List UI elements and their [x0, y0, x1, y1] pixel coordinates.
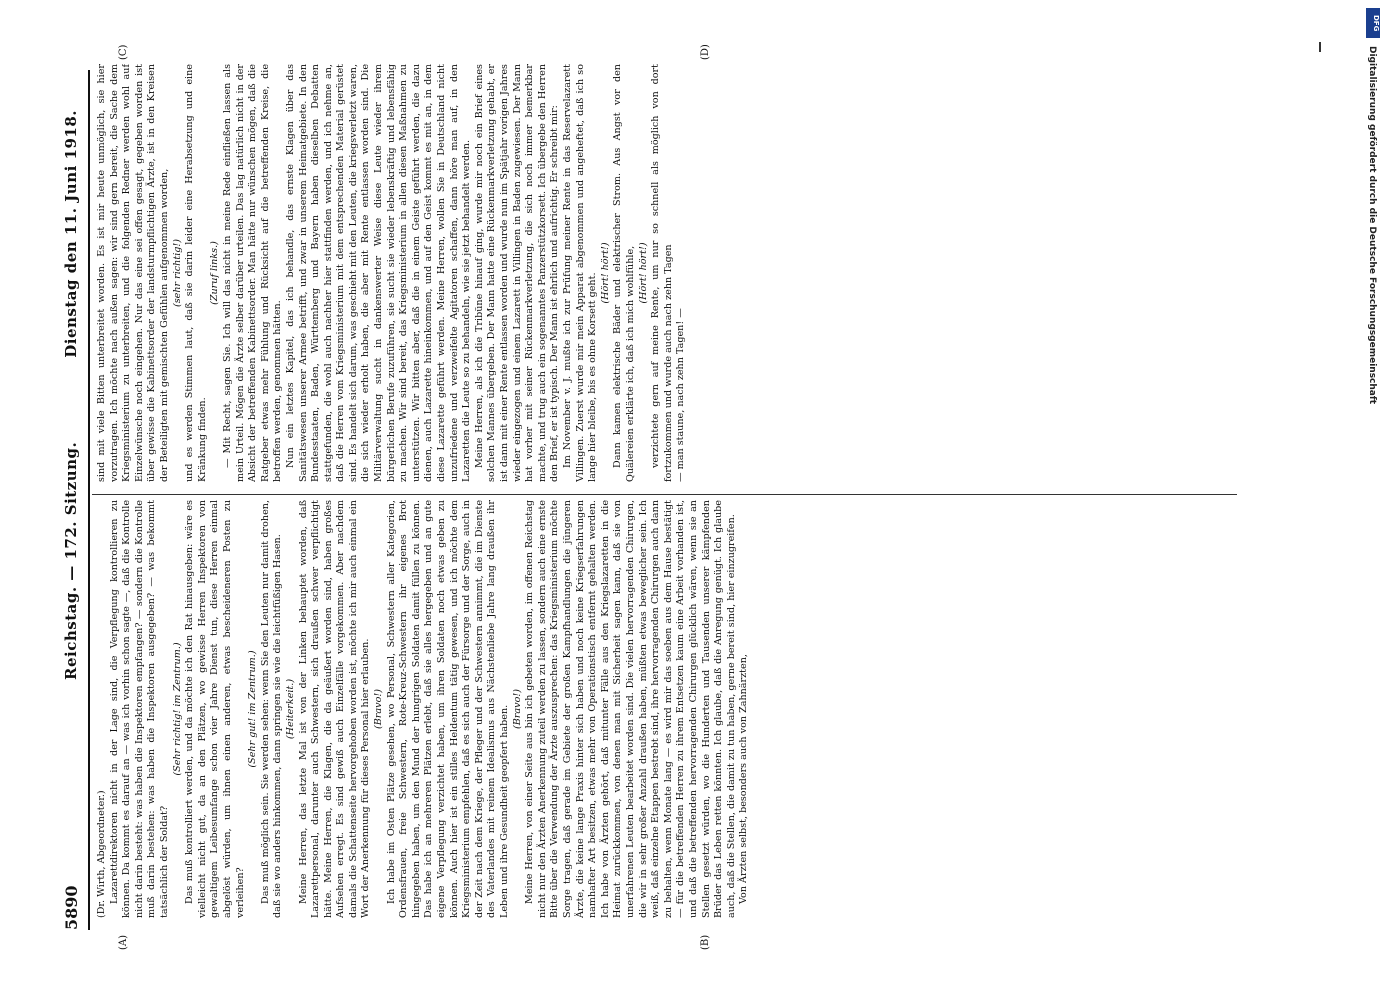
speaker-label: (Dr. Wirth, Abgeordneter.): [96, 790, 107, 918]
paragraph: Meine Herren, das letzte Mal ist von der Linken behauptet worden, daß Lazarettpersonal, darunter auch Schwestern, sich draußen schwer verpflichtigt hätte. Meine Herren, die Klagen, die da geäußert worden sind, haben großes Aufsehen erregt. Es sind gewiß auch Einzelfälle vorgekommen. Aber nachdem damals die Schattenseite hervorgehoben worden ist, möchte ich mir auch einmal ein Wort der Anerkennung für dieses Personal hier erlauben.: [297, 500, 372, 918]
page-number: 5890: [62, 885, 81, 930]
paragraph: und es werden Stimmen laut, daß sie darin leider eine Herabsetzung und eine Kränkung finden.: [184, 64, 208, 482]
paragraph: Ich habe im Osten Plätze gesehen, wo Personal, Schwestern aller Kategorien, Ordensfrauen, freie Schwestern, Rote-Kreuz-Schwestern ihr eigenes Brot hingegeben haben, um den Mund der hungrigen Soldaten damit füllen zu können. Das habe ich an mehreren Plätzen erlebt, daß sie alles hergegeben und an gute eigene Verpflegung verzichtet haben, um ihren Soldaten noch etwas geben zu können. Auch hier ist ein stilles Heldentum tätig gewesen, und ich möchte dem Kriegsministerium empfehlen, daß es sich auch der Fürsorge und der Sorge, auch in der Zeit nach dem Kriege, der Pfleger und der Schwestern annimmt, die im Dienste des Vaterlandes mit reinem Idealismus aus Nächstenliebe Jahre lang draußen ihr Leben und ihre Gesundheit geopfert haben.: [385, 500, 510, 918]
paragraph: Das muß kontrolliert werden, und da möchte ich den Rat hinausgeben: wäre es vielleicht nicht gut, da an den Plätzen, wo gewisse Herren Inspektoren von gewaltigem Leibesumfange schon vier Jahre Dienst tun, diese Herren einmal abgelöst würden, um ihnen einen anderen, etwas bescheideneren Posten zu verleihen?: [184, 500, 246, 918]
column-divider: [92, 494, 1237, 495]
left-column: [96, 500, 1236, 918]
interjection: (Hört! hört!): [637, 242, 649, 304]
paragraph: Meine Herren, als ich die Tribüne hinauf ging, wurde mir noch ein Brief eines solchen Mannes übergeben. Der Mann hatte eine Rückenmarkverletzung gehabt, er ist dann mit einer Rente entlassen worden und wurde nun im Spätjahr vorigen Jahres wieder eingezogen und einem Lazarett in Villingen in Baden zugewiesen. Der Mann hat vorher mit seiner Rückenmarkverletzung, die sich noch immer bemerkbar machte, und trug auch ein sogenanntes Panzerstützkorsett. Ich übergebe den Herren den Brief, er ist typisch. Der Mann ist ehrlich und aufrichtig. Er schreibt mir:: [473, 64, 561, 482]
paragraph: sind mit viele Bitten unterbreitet worden. Es ist mir heute unmöglich, sie hier vorzutragen. Ich möchte nach außen sagen: wir sind gern bereit, die Sache dem Kriegsministerium zu unterbreiten, und die folgenden Redner werden wohl auf Einzelwünsche noch eingehen. Nur das eine sei offen gesagt, gegeben worden ist über gewisse die Kabinettsorder der landsturmpflichtigen Ärzte, ist in den Kreisen der Beteiligten mit gemischten Gefühlen aufgenommen worden,: [96, 64, 170, 482]
quoted-letter: Im November v. J. mußte ich zur Prüfung meiner Rente in das Reservelazarett Villingen. Zuerst wurde mir mein Apparat abgenommen und angeheftet, daß ich so lange hier bleibe, bis es ohne Korsett geht.: [561, 64, 599, 482]
margin-mark-d: (D): [700, 44, 711, 60]
paragraph: Nun ein letztes Kapitel, das ich behandle, das ernste Klagen über das Sanitätswesen unserer Armee betrifft, und zwar in unserem Heimatgebiete. In den Bundesstaaten, Baden, Württemberg und Bayern haben dieselben Debatten stattgefunden, die wohl auch nachher hier stattfinden werden, und ich nehme an, daß die Herren vom Kriegsministerium mit dem entsprechenden Material gerüstet sind. Es handelt sich darum, was geschieht mit den Leuten, die kriegsverletzt waren, die sich wieder erholt haben, die aber mit Rente entlassen worden sind. Die Militärverwaltung sucht in dankenswerter Weise diese Leute wieder ihrem bürgerlichen Berufe zuzuführen, sie sucht sie wieder lebenskräftig und lebensfähig zu machen. Wir sind bereit, das Kriegsministerium in allen diesen Maßnahmen zu unterstützen. Wir bitten aber, daß die in einem Geiste geführt werden, die dazu dienen, auch Lazarette hineinkommen, und auf den Geist kommt es mit an, in dem diese Lazarette geführt werden. Meine Herren, wollen Sie in Deutschland nicht unzufriedene und verzweifelte Agitatoren schaffen, dann höre man auf, in den Lazaretten die Leute so zu behandeln, wie sie jetzt behandelt werden.: [284, 64, 473, 482]
margin-mark-c: (C): [118, 44, 129, 60]
interjection: (Sehr richtig! im Zentrum.): [171, 642, 183, 776]
quoted-letter: verzichtete gern auf meine Rente, um nur so schnell als möglich von dort fortzukommen und wurde auch nach zehn Tagen: [650, 64, 674, 482]
quoted-letter: — man staune, nach zehn Tagen! —: [675, 308, 687, 482]
dfg-logo: DFG: [1366, 8, 1380, 38]
interjection: (Zuruf links.): [209, 241, 221, 305]
header-rule: [88, 70, 90, 930]
quoted-letter: Dann kamen elektrische Bäder und elektrischer Strom. Aus Angst vor den Quälereien erklärte ich, daß ich mich wohlfühle,: [612, 64, 636, 482]
running-title-right: Dienstag den 11. Juni 1918.: [62, 110, 80, 358]
interjection: (Bravo!): [373, 689, 385, 729]
interjection: (Hört! hört!): [599, 242, 611, 304]
interjection: (Sehr gut! im Zentrum.): [247, 650, 259, 768]
paragraph: Meine Herren, von einer Seite aus bin ich gebeten worden, im offenen Reichstag nicht nur den Ärzten Anerkennung zuteil werden zu lassen, sondern auch eine ernste Bitte über die Verwendung der Ärzte auszusprechen: das Kriegsministerium möchte Sorge tragen, daß gerade im Gebiete der großen Kampfhandlungen die jüngeren Ärzte, die keine lange Praxis hinter sich haben und noch keine Kriegserfahrungen namhafter Art besitzen, etwas mehr von Operationstisch entfernt gehalten werden. Ich habe von Ärzten gehört, daß mitunter Fälle aus den Kriegslazaretten in die Heimat zurückkommen, von denen man mit Sicherheit sagen kann, daß sie von unerfahrenen Leuten bearbeitet worden sind. Die vielen hervorragenden Chirurgen, die wir in sehr großer Anzahl draußen haben, müßten etwas beweglicher sein. Ich weiß, daß einzelne Etappen bestrebt sind, ihre hervorragenden Chirurgen auch dann zu behalten, wenn Monate lang — es wird mir das soeben aus dem Hause bestätigt — für die betreffenden Herren zu ihrem Entsetzen kaum eine Arbeit vorhanden ist, und daß die betreffenden hervorragenden Chirurgen glücklich wären, wenn sie an Stellen gesetzt würden, wo die Hunderten und Tausenden unserer kämpfenden Brüder das Leben retten könnten. Ich glaube, daß die Anregung genügt. Ich glaube auch, daß die Stellen, die damit zu tun haben, gerne bereit sind, hier einzugreifen.: [524, 500, 737, 918]
paragraph: Das muß möglich sein. Sie werden sehen: wenn Sie den Leuten nur damit drohen, daß sie wo anders hinkommen, dann springen sie wie die leichtfüßigen Hasen.: [259, 500, 284, 918]
running-title-left: Reichstag. — 172. Sitzung.: [62, 441, 80, 680]
digitization-note-text: Digitalisierung gefördert durch die Deutsche Forschungsgemeinschaft: [1367, 46, 1377, 405]
paragraph: — Mit Recht, sagen Sie. Ich will das nicht in meine Rede einfließen lassen als mein Urteil. Mögen die Ärzte selber darüber urteilen. Das lag natürlich nicht in der Absicht der betreffenden Kabinettsorder. Man hätte nur wünschen mögen, daß die Ratgeber etwas mehr Fühlung und Rücksicht auf die betreffenden Kreise, die betroffen werden, genommen hätten.: [221, 64, 284, 482]
paragraph: Von Ärzten selbst, besonders auch von Zahnärzten,: [738, 654, 750, 904]
page-header: [62, 70, 88, 930]
scan-mark: [1319, 42, 1321, 52]
margin-mark-b: (B): [700, 934, 711, 950]
right-column: [96, 64, 1236, 482]
interjection: (Bravo!): [511, 689, 523, 729]
interjection: (Heiterkeit.): [284, 678, 296, 740]
margin-mark-a: (A): [118, 934, 129, 950]
interjection: (sehr richtig!): [171, 238, 183, 308]
digitization-note: [1361, 0, 1381, 1000]
paragraph: Lazarettdirektoren nicht in der Lage sind, die Verpflegung kontrollieren zu können. Da kommt es darauf an — was ich vorhin schon sagte —, daß die Kontrolle nicht darin besteht: was haben die Inspektoren empfangen? — sondern die Kontrolle muß darin bestehen: was haben die Inspektoren ausgegeben? — was bekommt tatsächlich der Soldat?: [108, 500, 170, 918]
